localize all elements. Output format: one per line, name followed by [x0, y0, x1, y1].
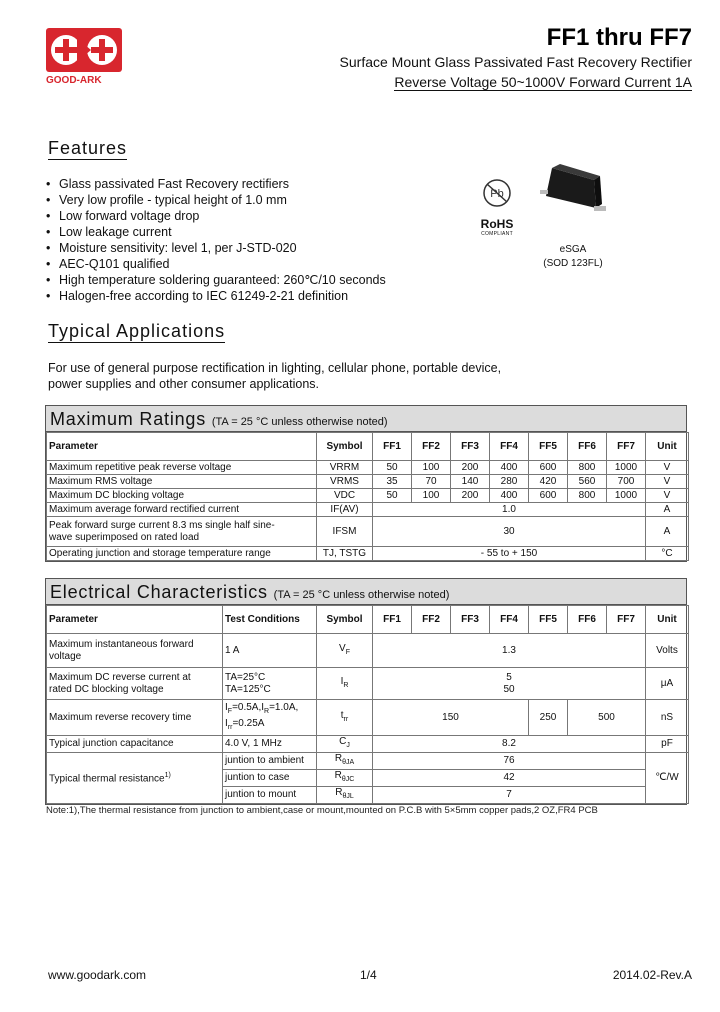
cell: Typical junction capacitance	[47, 736, 223, 753]
cell: 100	[412, 489, 451, 503]
symbol-sub: θJC	[341, 776, 355, 783]
cell	[47, 517, 317, 547]
cell: 200	[451, 461, 490, 475]
max-ratings-header	[46, 406, 686, 432]
cell: VRRM	[317, 461, 373, 475]
elec-header-row	[47, 606, 689, 634]
footer-page-number: 1/4	[360, 968, 377, 982]
cell-line	[225, 702, 314, 718]
footer-website[interactable]: www.goodark.com	[48, 968, 147, 982]
column-header: Symbol	[317, 606, 373, 634]
max-ratings-table	[45, 405, 687, 562]
applications-line: power supplies and other consumer applications.	[48, 377, 319, 391]
cell: Volts	[646, 634, 689, 668]
cell: VRMS	[317, 475, 373, 489]
cond-sub: F	[227, 707, 233, 715]
feature-item: • Halogen-free according to IEC 61249-2-21 definition	[46, 288, 386, 304]
column-header: FF3	[451, 606, 490, 634]
footnote-mark: 1)	[164, 772, 171, 780]
cell-text: Typical thermal resistance	[49, 773, 165, 785]
cell	[317, 787, 373, 804]
cell: V	[646, 489, 689, 503]
symbol-text: R	[334, 770, 342, 781]
column-header: Symbol	[317, 433, 373, 461]
column-header: FF6	[568, 606, 607, 634]
cell: 1.0	[373, 503, 646, 517]
column-header: Unit	[646, 606, 689, 634]
symbol-text: R	[335, 787, 343, 798]
cond-text: I	[225, 717, 228, 729]
cell: 8.2	[373, 736, 646, 753]
package-name: eSGA	[559, 244, 587, 255]
cell: 1000	[607, 461, 646, 475]
cell: 400	[490, 461, 529, 475]
cell: 1 A	[223, 634, 317, 668]
column-header: FF7	[607, 606, 646, 634]
cond-text: =1.0A,	[269, 701, 299, 713]
symbol-text: V	[339, 642, 346, 654]
page-subtitle: Surface Mount Glass Passivated Fast Recovery Rectifier	[339, 54, 692, 70]
symbol-sub: F	[345, 648, 350, 656]
cell	[317, 770, 373, 787]
cell: Maximum RMS voltage	[47, 475, 317, 489]
cell: 50	[373, 461, 412, 475]
cell-line: Maximum instantaneous forward	[49, 638, 194, 650]
column-header: FF4	[490, 606, 529, 634]
table-row	[47, 634, 689, 668]
column-header: FF4	[490, 433, 529, 461]
max-ratings-header-row	[47, 433, 689, 461]
cell: juntion to case	[223, 770, 317, 787]
cell-line	[225, 718, 314, 734]
column-header: FF5	[529, 433, 568, 461]
feature-item: • Very low profile - typical height of 1.0 mm	[46, 192, 386, 208]
table-row	[47, 461, 689, 475]
cell: 500	[568, 700, 646, 736]
feature-item: • Moisture sensitivity: level 1, per J-STD-020	[46, 240, 386, 256]
applications-line: For use of general purpose rectification in lighting, cellular phone, portable device,	[48, 361, 502, 375]
cell: 70	[412, 475, 451, 489]
feature-item: • Low leakage current	[46, 224, 386, 240]
cond-text: I	[225, 701, 228, 713]
column-header: FF5	[529, 606, 568, 634]
column-header: FF3	[451, 433, 490, 461]
cell	[47, 668, 223, 700]
cell: 560	[568, 475, 607, 489]
cell: 280	[490, 475, 529, 489]
cell: A	[646, 517, 689, 547]
cell: ℃/W	[646, 753, 689, 804]
cell: IF(AV)	[317, 503, 373, 517]
column-header: FF1	[373, 606, 412, 634]
cell: Maximum repetitive peak reverse voltage	[47, 461, 317, 475]
cell	[47, 753, 223, 804]
cell: 600	[529, 489, 568, 503]
cell: 7	[373, 787, 646, 804]
cell: Maximum DC blocking voltage	[47, 489, 317, 503]
cell: 150	[373, 700, 529, 736]
cell: 200	[451, 489, 490, 503]
cell	[317, 668, 373, 700]
cell-line: TA=125°C	[225, 683, 271, 695]
cell: Maximum average forward rectified current	[47, 503, 317, 517]
cell: 35	[373, 475, 412, 489]
cell: VDC	[317, 489, 373, 503]
cond-text: =0.5A,I	[232, 701, 265, 713]
rating-summary: Reverse Voltage 50~1000V Forward Current 1A	[394, 74, 692, 90]
cell: 100	[412, 461, 451, 475]
cond-sub: R	[264, 707, 270, 715]
column-header: FF7	[607, 433, 646, 461]
column-header: Test Conditions	[223, 606, 317, 634]
cell: 420	[529, 475, 568, 489]
cell	[317, 700, 373, 736]
elec-header	[46, 579, 686, 605]
brand-name: GOOD-ARK	[46, 75, 102, 86]
symbol-sub: R	[343, 681, 349, 689]
package-image	[538, 160, 610, 220]
applications-heading: Typical Applications	[48, 321, 226, 341]
max-ratings-title: Maximum Ratings	[50, 409, 207, 429]
table-row	[47, 517, 689, 547]
column-header: FF2	[412, 433, 451, 461]
cell	[317, 736, 373, 753]
features-heading: Features	[48, 138, 128, 158]
cond-sub: rr	[227, 723, 233, 731]
cell: pF	[646, 736, 689, 753]
cell: 140	[451, 475, 490, 489]
feature-item: • Glass passivated Fast Recovery rectifiers	[46, 176, 386, 192]
table-row	[47, 668, 689, 700]
cond-text: =0.25A	[232, 717, 265, 729]
table-row	[47, 700, 689, 736]
cell: 76	[373, 753, 646, 770]
cell	[223, 700, 317, 736]
page-title: FF1 thru FF7	[546, 24, 692, 51]
cell: nS	[646, 700, 689, 736]
symbol-sub: rr	[343, 715, 349, 723]
cell: A	[646, 503, 689, 517]
cell: juntion to mount	[223, 787, 317, 804]
cell-line: TA=25°C	[225, 671, 266, 683]
cell	[317, 634, 373, 668]
cell: 42	[373, 770, 646, 787]
elec-condition: (TA = 25 °C unless otherwise noted)	[273, 589, 450, 601]
cell: 1.3	[373, 634, 646, 668]
cell: - 55 to + 150	[373, 547, 646, 561]
elec-title: Electrical Characteristics	[50, 582, 268, 602]
cell: 700	[607, 475, 646, 489]
footnote: Note:1),The thermal resistance from junction to ambient,case or mount,mounted on P.C.B with 5×5mm copper pads,2 OZ,FR4 PCB	[46, 805, 598, 816]
cell: 1000	[607, 489, 646, 503]
features-list	[46, 176, 386, 304]
cell-line: rated DC blocking voltage	[49, 683, 164, 695]
cell: 600	[529, 461, 568, 475]
column-header: FF1	[373, 433, 412, 461]
cell	[317, 753, 373, 770]
table-row	[47, 503, 689, 517]
table-row	[47, 736, 689, 753]
electrical-characteristics-table	[45, 578, 687, 805]
cell: V	[646, 461, 689, 475]
symbol-sub: J	[346, 742, 350, 749]
cell: 800	[568, 461, 607, 475]
cell: 250	[529, 700, 568, 736]
table-row	[47, 547, 689, 561]
symbol-text: t	[340, 709, 344, 721]
cell: μA	[646, 668, 689, 700]
cell-line: Maximum DC reverse current at	[49, 671, 191, 683]
symbol-sub: θJL	[342, 793, 354, 800]
cell: 30	[373, 517, 646, 547]
feature-item: • AEC-Q101 qualified	[46, 256, 386, 272]
cell: V	[646, 475, 689, 489]
applications-text	[48, 360, 648, 392]
table-row	[47, 753, 689, 770]
cell: 800	[568, 489, 607, 503]
package-label	[530, 243, 616, 271]
cell-line: Peak forward surge current 8.3 ms single half sine-	[49, 519, 275, 531]
rohs-label: RoHS	[480, 217, 514, 231]
cell-line: wave superimposed on rated load	[49, 531, 200, 543]
feature-item: • High temperature soldering guaranteed: 260℃/10 seconds	[46, 272, 386, 288]
footer-revision: 2014.02-Rev.A	[612, 968, 692, 982]
rohs-compliant-label: COMPLIANT	[481, 231, 513, 237]
cell: juntion to ambient	[223, 753, 317, 770]
symbol-text: R	[334, 753, 343, 764]
column-header: Parameter	[47, 433, 317, 461]
cell: °C	[646, 547, 689, 561]
column-header: Parameter	[47, 606, 223, 634]
rohs-badge	[474, 176, 520, 237]
package-code: (SOD 123FL)	[543, 258, 603, 269]
cell	[223, 668, 317, 700]
cell	[47, 634, 223, 668]
symbol-text: I	[340, 675, 344, 687]
column-header: FF2	[412, 606, 451, 634]
cell-line: voltage	[49, 650, 82, 662]
cell	[373, 668, 646, 700]
table-row	[47, 489, 689, 503]
cell-line: 5	[506, 671, 512, 683]
lead-free-icon	[474, 176, 520, 210]
cell: 400	[490, 489, 529, 503]
cell: 50	[373, 489, 412, 503]
symbol-text: C	[339, 736, 347, 747]
cell: IFSM	[317, 517, 373, 547]
max-ratings-condition: (TA = 25 °C unless otherwise noted)	[211, 416, 388, 428]
cell: Operating junction and storage temperature range	[47, 547, 317, 561]
column-header: FF6	[568, 433, 607, 461]
table-row	[47, 475, 689, 489]
cell-line: 50	[503, 683, 515, 695]
cell: Maximum reverse recovery time	[47, 700, 223, 736]
svg-text:Pb: Pb	[490, 188, 504, 200]
cell: 4.0 V, 1 MHz	[223, 736, 317, 753]
symbol-sub: θJA	[342, 759, 355, 766]
column-header: Unit	[646, 433, 689, 461]
cell: TJ, TSTG	[317, 547, 373, 561]
feature-item: • Low forward voltage drop	[46, 208, 386, 224]
